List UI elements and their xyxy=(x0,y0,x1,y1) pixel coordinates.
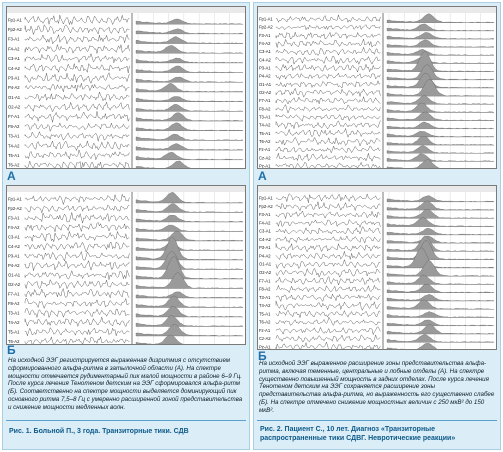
spectrum-peak xyxy=(136,123,243,131)
channel-label: F3-A1 xyxy=(259,212,271,218)
channel-label: T6-A2 xyxy=(8,162,20,168)
channel-label: F8-A2 xyxy=(8,123,20,129)
eeg-trace xyxy=(25,54,129,63)
figure-1-caption: Рис. 1. Больной П., 3 года. Транзиторные тики. СДВ xyxy=(9,428,189,435)
channel-label: F8-A2 xyxy=(259,286,271,292)
eeg-screen-1a xyxy=(6,6,246,169)
channel-label: Fz-A1 xyxy=(259,147,271,153)
spectrum-peak xyxy=(387,49,494,55)
channel-label: T5-A1 xyxy=(8,152,20,158)
eeg-trace xyxy=(276,153,380,161)
spectrum-peak xyxy=(387,40,494,47)
channel-label: C4-A2 xyxy=(8,65,20,71)
channel-label: T5-A1 xyxy=(259,130,271,136)
eeg-trace xyxy=(276,97,380,104)
eeg-trace xyxy=(25,242,129,252)
spectrum-peak xyxy=(387,196,494,202)
channel-label: T4-A2 xyxy=(8,319,20,325)
figure-2-caption: Рис. 2. Пациент С., 10 лет. Диагноз «Транзиторные распространенные тики СДВГ. Невротические реакции» xyxy=(260,426,456,442)
channel-label: Cz-A2 xyxy=(259,336,271,342)
channel-label: T3-A1 xyxy=(259,114,271,120)
spectrum-peak xyxy=(136,77,243,82)
channel-label: C3-A1 xyxy=(8,234,20,240)
spectrum-peak xyxy=(136,306,243,317)
spectrum-peak xyxy=(136,66,243,73)
channel-label: F3-A1 xyxy=(8,215,20,221)
channel-label: F4-A2 xyxy=(259,41,271,47)
eeg-trace xyxy=(25,141,129,151)
eeg-trace xyxy=(276,146,380,153)
spectrum-peak xyxy=(387,334,494,342)
eeg-trace xyxy=(276,121,380,129)
eeg-trace xyxy=(276,301,380,310)
spectrum-peak xyxy=(387,294,494,301)
eeg-trace xyxy=(276,202,380,211)
eeg-trace xyxy=(276,236,380,243)
channel-label: F7-A1 xyxy=(259,278,271,284)
eeg-trace xyxy=(25,92,129,101)
eeg-trace xyxy=(25,150,129,160)
channel-label: Pz-A1 xyxy=(259,344,271,350)
eeg-trace xyxy=(276,251,380,259)
channel-label: Fp1-A1 xyxy=(8,17,22,23)
channel-label: C4-A2 xyxy=(259,57,271,63)
channel-label: P4-A2 xyxy=(259,253,271,259)
spectrum-peak xyxy=(136,29,243,34)
label-a: А xyxy=(258,169,267,183)
spectrum-peak xyxy=(136,83,243,92)
figure-1-panel xyxy=(2,2,250,450)
spectrum-peak xyxy=(136,335,243,345)
eeg-trace xyxy=(25,252,129,261)
channel-label: C3-A1 xyxy=(259,228,271,234)
spectrum-peak xyxy=(387,131,494,137)
eeg-trace xyxy=(25,132,129,142)
spectrum-peak xyxy=(136,243,243,251)
eeg-screen-2b xyxy=(257,185,497,350)
channel-label: T3-A1 xyxy=(8,133,20,139)
spectrum-peak xyxy=(136,144,243,151)
channel-label: F4-A2 xyxy=(8,46,20,52)
eeg-trace xyxy=(25,289,129,298)
channel-label: C3-A1 xyxy=(259,49,271,55)
eeg-trace xyxy=(25,25,129,35)
eeg-toolbar xyxy=(7,7,246,13)
label-b: Б xyxy=(7,343,16,357)
channel-label: T5-A1 xyxy=(259,311,271,317)
eeg-trace xyxy=(276,220,380,228)
eeg-trace xyxy=(25,35,129,44)
channel-label: Cz-A2 xyxy=(259,155,271,161)
channel-label: O2-A2 xyxy=(8,104,21,110)
spectrum-peak xyxy=(136,192,243,203)
channel-label: P3-A1 xyxy=(8,75,20,81)
eeg-trace xyxy=(276,335,380,342)
channel-label: Fz-A1 xyxy=(259,327,271,333)
spectrum-peak xyxy=(387,275,494,284)
channel-label: Fp2-A2 xyxy=(259,203,273,209)
channel-label: O2-A2 xyxy=(8,281,21,287)
channel-label: C3-A1 xyxy=(8,56,20,62)
eeg-trace xyxy=(25,111,129,122)
spectrum-peak xyxy=(136,58,243,63)
spectrum-peak xyxy=(387,73,494,88)
spectrum-peak xyxy=(136,97,243,102)
eeg-toolbar xyxy=(258,186,497,192)
eeg-trace xyxy=(276,137,380,146)
spectrum-peak xyxy=(136,273,243,289)
channel-label: Fp2-A2 xyxy=(259,24,273,30)
spectrum-peak xyxy=(136,152,243,160)
channel-label: Fp1-A1 xyxy=(259,16,273,22)
eeg-trace xyxy=(276,88,380,97)
channel-label: O2-A2 xyxy=(259,90,272,95)
spectrum-peak xyxy=(387,14,494,23)
channel-label: F7-A1 xyxy=(8,291,20,297)
eeg-trace xyxy=(276,39,380,48)
eeg-trace xyxy=(25,261,129,271)
eeg-chart-2a xyxy=(258,7,497,169)
spectrum-peak xyxy=(387,343,494,350)
spectrum-peak xyxy=(387,24,494,31)
spectrum-peak xyxy=(136,134,243,140)
spectrum-peak xyxy=(136,104,243,111)
caption-divider xyxy=(6,420,246,421)
eeg-trace xyxy=(25,123,129,131)
channel-label: Fp2-A2 xyxy=(8,205,22,211)
eeg-trace xyxy=(276,73,380,79)
figure-2-panel xyxy=(253,2,501,450)
spectrum-peak xyxy=(136,231,243,241)
eeg-trace xyxy=(276,15,380,22)
figure-1-description: На исходной ЭЭГ регистрируется выраженная дизритмия с отсутствием сформированного альфа-ритма в затылочной области (А). На спектре мощности отмечается рудиментарный пик малой мощности в районе 6–9 Гц. После курса лечения Тенотеном детским на ЭЭГ сформировался альфа-ритм (Б). Соответственно на спектре мощности выделяется доминирующий пик основного ритма 7,5–8 Гц с умеренно расширенной зоной представительства и снижение мощности медленных волн. xyxy=(8,357,243,411)
channel-label: T5-A1 xyxy=(8,329,20,335)
eeg-trace xyxy=(25,161,129,169)
eeg-trace xyxy=(25,15,129,25)
spectrum-peak xyxy=(136,19,243,24)
spectrum-peak xyxy=(136,251,243,269)
channel-label: F3-A1 xyxy=(259,32,271,38)
eeg-trace xyxy=(25,309,129,318)
spectrum-peak xyxy=(387,209,494,218)
eeg-trace xyxy=(276,243,380,251)
channel-label: P4-A2 xyxy=(259,73,271,79)
eeg-trace xyxy=(25,223,129,232)
eeg-trace xyxy=(276,56,380,64)
eeg-trace xyxy=(276,81,380,88)
channel-label: F7-A1 xyxy=(259,98,271,104)
spectrum-peak xyxy=(387,154,494,162)
eeg-trace xyxy=(25,205,129,213)
caption-divider xyxy=(257,420,497,421)
spectrum-peak xyxy=(387,96,494,105)
eeg-screen-1b xyxy=(6,185,246,345)
spectrum-peak xyxy=(387,57,494,64)
eeg-trace xyxy=(276,227,380,234)
spectrum-peak xyxy=(387,201,494,210)
channel-label: F3-A1 xyxy=(8,36,20,42)
eeg-trace xyxy=(276,260,380,269)
spectrum-peak xyxy=(136,204,243,213)
spectrum-peak xyxy=(387,241,494,260)
eeg-trace xyxy=(25,212,129,223)
eeg-trace xyxy=(276,162,380,169)
spectrum-peak xyxy=(136,225,243,231)
channel-label: O1-A1 xyxy=(259,81,272,87)
spectrum-peak xyxy=(136,113,243,121)
spectrum-peak xyxy=(387,260,494,276)
channel-label: O1-A1 xyxy=(259,261,272,267)
eeg-toolbar xyxy=(7,186,246,192)
spectrum-peak xyxy=(387,146,494,154)
channel-label: P4-A2 xyxy=(8,85,20,91)
channel-label: Fp2-A2 xyxy=(8,27,22,33)
eeg-trace xyxy=(25,298,129,308)
channel-label: F4-A2 xyxy=(259,220,271,226)
label-b: Б xyxy=(258,349,267,363)
eeg-chart-1a xyxy=(7,7,246,169)
spectrum-peak xyxy=(387,312,494,318)
eeg-trace xyxy=(276,194,380,203)
channel-label: O1-A1 xyxy=(8,94,21,100)
eeg-trace xyxy=(276,211,380,219)
channel-label: C4-A2 xyxy=(259,236,271,242)
channel-label: P4-A2 xyxy=(8,262,20,268)
spectrum-peak xyxy=(136,45,243,53)
spectrum-peak xyxy=(387,236,494,243)
eeg-trace xyxy=(276,105,380,113)
channel-label: T6-A2 xyxy=(259,138,271,144)
eeg-trace xyxy=(25,194,129,204)
spectrum-peak xyxy=(136,161,243,169)
eeg-trace xyxy=(276,25,380,30)
channel-label: P3-A1 xyxy=(259,245,271,251)
eeg-trace xyxy=(25,328,129,336)
eeg-trace xyxy=(276,294,380,301)
channel-label: Fp1-A1 xyxy=(259,195,273,201)
eeg-trace xyxy=(276,47,380,55)
figure-2-description: На исходной ЭЭГ выраженное расширение зоны представительства альфа-ритма, включая теменные, центральные и лобные отделы (А). На спектре существенно повышенный мощность в задних отделах. После курса лечения Тенотеном детским на ЭЭГ сохраняется расширение зоны представительства альфа-ритма, но выраженность его существенно слабее (Б). На спектре отмечено снижение мощностных величин с 250 мкВ² до 150 мкВ². xyxy=(259,360,495,414)
channel-label: O1-A1 xyxy=(8,272,21,278)
eeg-trace xyxy=(25,64,129,73)
channel-label: Fp1-A1 xyxy=(8,196,22,202)
eeg-trace xyxy=(25,45,129,54)
spectrum-peak xyxy=(387,236,494,252)
spectrum-peak xyxy=(387,228,494,235)
eeg-trace xyxy=(25,280,129,289)
eeg-chart-2b xyxy=(258,186,497,350)
spectrum-peak xyxy=(387,122,494,129)
channel-label: P3-A1 xyxy=(8,253,20,259)
eeg-trace xyxy=(276,342,380,350)
channel-label: C4-A2 xyxy=(8,243,20,249)
channel-label: T6-A2 xyxy=(259,319,271,325)
eeg-chart-1b xyxy=(7,186,246,345)
spectrum-peak xyxy=(136,215,243,222)
channel-label: F8-A2 xyxy=(8,300,20,306)
channel-label: T4-A2 xyxy=(8,143,20,149)
channel-label: F8-A2 xyxy=(259,106,271,112)
spectrum-peak xyxy=(387,64,494,79)
eeg-trace xyxy=(276,310,380,317)
eeg-trace xyxy=(25,73,129,83)
eeg-trace xyxy=(25,83,129,92)
spectrum-peak xyxy=(387,300,494,309)
spectrum-peak xyxy=(387,284,494,293)
spectrum-peak xyxy=(387,320,494,326)
channel-label: O2-A2 xyxy=(259,270,272,275)
spectrum-peak xyxy=(136,292,243,298)
channel-label: F4-A2 xyxy=(8,224,20,230)
eeg-trace xyxy=(25,270,129,279)
label-a: А xyxy=(7,169,16,183)
eeg-screen-2a xyxy=(257,6,497,169)
channel-label: T4-A2 xyxy=(259,122,271,128)
eeg-trace xyxy=(276,268,380,277)
eeg-toolbar xyxy=(258,7,497,13)
spectrum-peak xyxy=(387,217,494,226)
eeg-trace xyxy=(25,337,129,345)
channel-label: T3-A1 xyxy=(259,294,271,300)
channel-label: T4-A2 xyxy=(259,303,271,309)
eeg-trace xyxy=(276,64,380,72)
eeg-trace xyxy=(276,277,380,286)
eeg-trace xyxy=(276,317,380,325)
channel-label: Pz-A1 xyxy=(259,163,271,169)
spectrum-peak xyxy=(387,112,494,121)
channel-label: P3-A1 xyxy=(259,65,271,71)
channel-label: F7-A1 xyxy=(8,114,20,120)
eeg-trace xyxy=(25,317,129,327)
eeg-trace xyxy=(276,115,380,122)
channel-label: T3-A1 xyxy=(8,310,20,316)
channel-label: T6-A2 xyxy=(8,338,20,344)
eeg-trace xyxy=(276,128,380,137)
eeg-trace xyxy=(276,285,380,292)
eeg-trace xyxy=(25,102,129,112)
eeg-trace xyxy=(276,32,380,39)
eeg-trace xyxy=(276,327,380,335)
spectrum-peak xyxy=(387,136,494,145)
spectrum-peak xyxy=(387,33,494,40)
eeg-trace xyxy=(25,231,129,241)
spectrum-peak xyxy=(136,37,243,44)
